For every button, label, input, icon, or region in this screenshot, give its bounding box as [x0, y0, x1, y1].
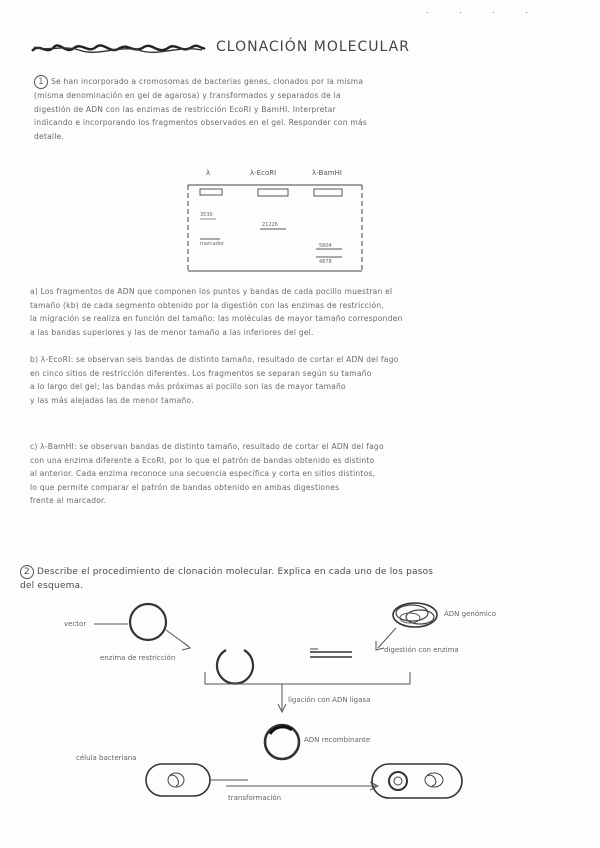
answer-b: [30, 353, 398, 407]
scribbled-title-mark: [30, 38, 206, 58]
answer-line: tamaño (kb) de cada segmento obtenido por la digestión con las enzimas de restricción,: [30, 300, 384, 310]
answer-line: frente al marcador.: [30, 496, 107, 505]
cloning-diagram-drawing: [60, 600, 580, 840]
lane-label: λ-EcoRI: [250, 169, 277, 177]
question-2-line: Describe el procedimiento de clonación molecular. Explica en cada uno de los pasos: [37, 567, 434, 577]
label-dna-source: ADN genómico: [444, 610, 497, 618]
genomic-dna-icon: [393, 603, 437, 627]
intro-line: (misma denominación en gel de agarosa) y transformados y separados de la: [34, 91, 341, 100]
lane-label: λ: [206, 169, 211, 177]
band-label: 5804: [319, 243, 332, 249]
question-2-line: del esquema.: [20, 581, 84, 591]
answer-line: al anterior. Cada enzima reconoce una secuencia específica y corta en sitios distintos,: [30, 469, 376, 478]
agarose-gel-figure: [186, 167, 364, 273]
cut-plasmid-icon: [217, 650, 253, 684]
band-label: marcador: [200, 241, 224, 247]
answer-line: lo que permite comparar el patrón de bandas obtenido en ambas digestiones: [30, 482, 340, 492]
answer-line: y las más alejadas las de menor tamaño.: [30, 395, 194, 405]
answer-line: b) λ-EcoRI: se observan seis bandas de distinto tamaño, resultado de cortar el ADN del fago: [30, 355, 399, 364]
band-label: 3530: [200, 212, 213, 218]
cloning-diagram: [60, 600, 580, 840]
label-transformation: transformación: [228, 794, 282, 802]
bacterium-icon: [146, 764, 210, 796]
dna-fragment-icon: [310, 649, 352, 657]
answer-line: c) λ-BamHI: se observan bandas de distinto tamaño, resultado de cortar el ADN del fago: [30, 442, 384, 451]
gel-outline: [186, 167, 364, 273]
label-enzyme-cut: enzima de restricción: [100, 654, 176, 662]
transformed-bacterium-icon: [372, 764, 462, 798]
answer-line: a las bandas superiores y las de menor tamaño a las inferiores del gel.: [30, 327, 314, 337]
label-vector: vector: [64, 620, 87, 628]
intro-line: Se han incorporado a cromosomas de bacterias genes, clonados por la misma: [51, 77, 364, 86]
answer-line: a lo largo del gel; las bandas más próximas al pocillo son las de mayor tamaño: [30, 382, 346, 391]
band-label: 4878: [319, 259, 332, 265]
answer-line: a) Los fragmentos de ADN que componen los puntos y bandas de cada pocillo muestran el: [30, 287, 393, 296]
answer-c: [30, 440, 384, 508]
answer-line: en cinco sitios de restricción diferentes. Los fragmentos se separan según su tamaño: [30, 368, 372, 378]
intro-line: detalle.: [34, 131, 65, 141]
question-2: [20, 565, 433, 593]
question-1-number: 1: [34, 75, 48, 89]
page-title: CLONACIÓN MOLECULAR: [216, 39, 410, 55]
label-ligase: ligación con ADN ligasa: [288, 696, 371, 704]
answer-a: [30, 285, 403, 339]
label-recombinant: ADN recombinante: [304, 736, 371, 744]
recombinant-plasmid-icon: [265, 725, 299, 759]
answer-line: la migración se realiza en función del tamaño: las moléculas de mayor tamaño corresponden: [30, 314, 403, 323]
band-label: 21226: [262, 222, 278, 228]
label-bacteria: célula bacteriana: [76, 754, 137, 762]
answer-line: con una enzima diferente a EcoRI, por lo que el patrón de bandas obtenido es distinto: [30, 455, 375, 465]
lane-label: λ-BamHI: [312, 169, 342, 177]
label-fragments: digestión con enzima: [384, 646, 459, 654]
intro-line: digestión de ADN con las enzimas de restricción EcoRI y BamHI. Interpretar: [34, 104, 336, 114]
corner-marks: . . . .: [426, 6, 542, 15]
question-1-intro: [34, 75, 367, 143]
vector-plasmid-icon: [130, 604, 166, 640]
title-row: [30, 36, 550, 60]
question-2-number: 2: [20, 565, 34, 579]
intro-line: indicando e incorporando los fragmentos observados en el gel. Responder con más: [34, 118, 367, 127]
